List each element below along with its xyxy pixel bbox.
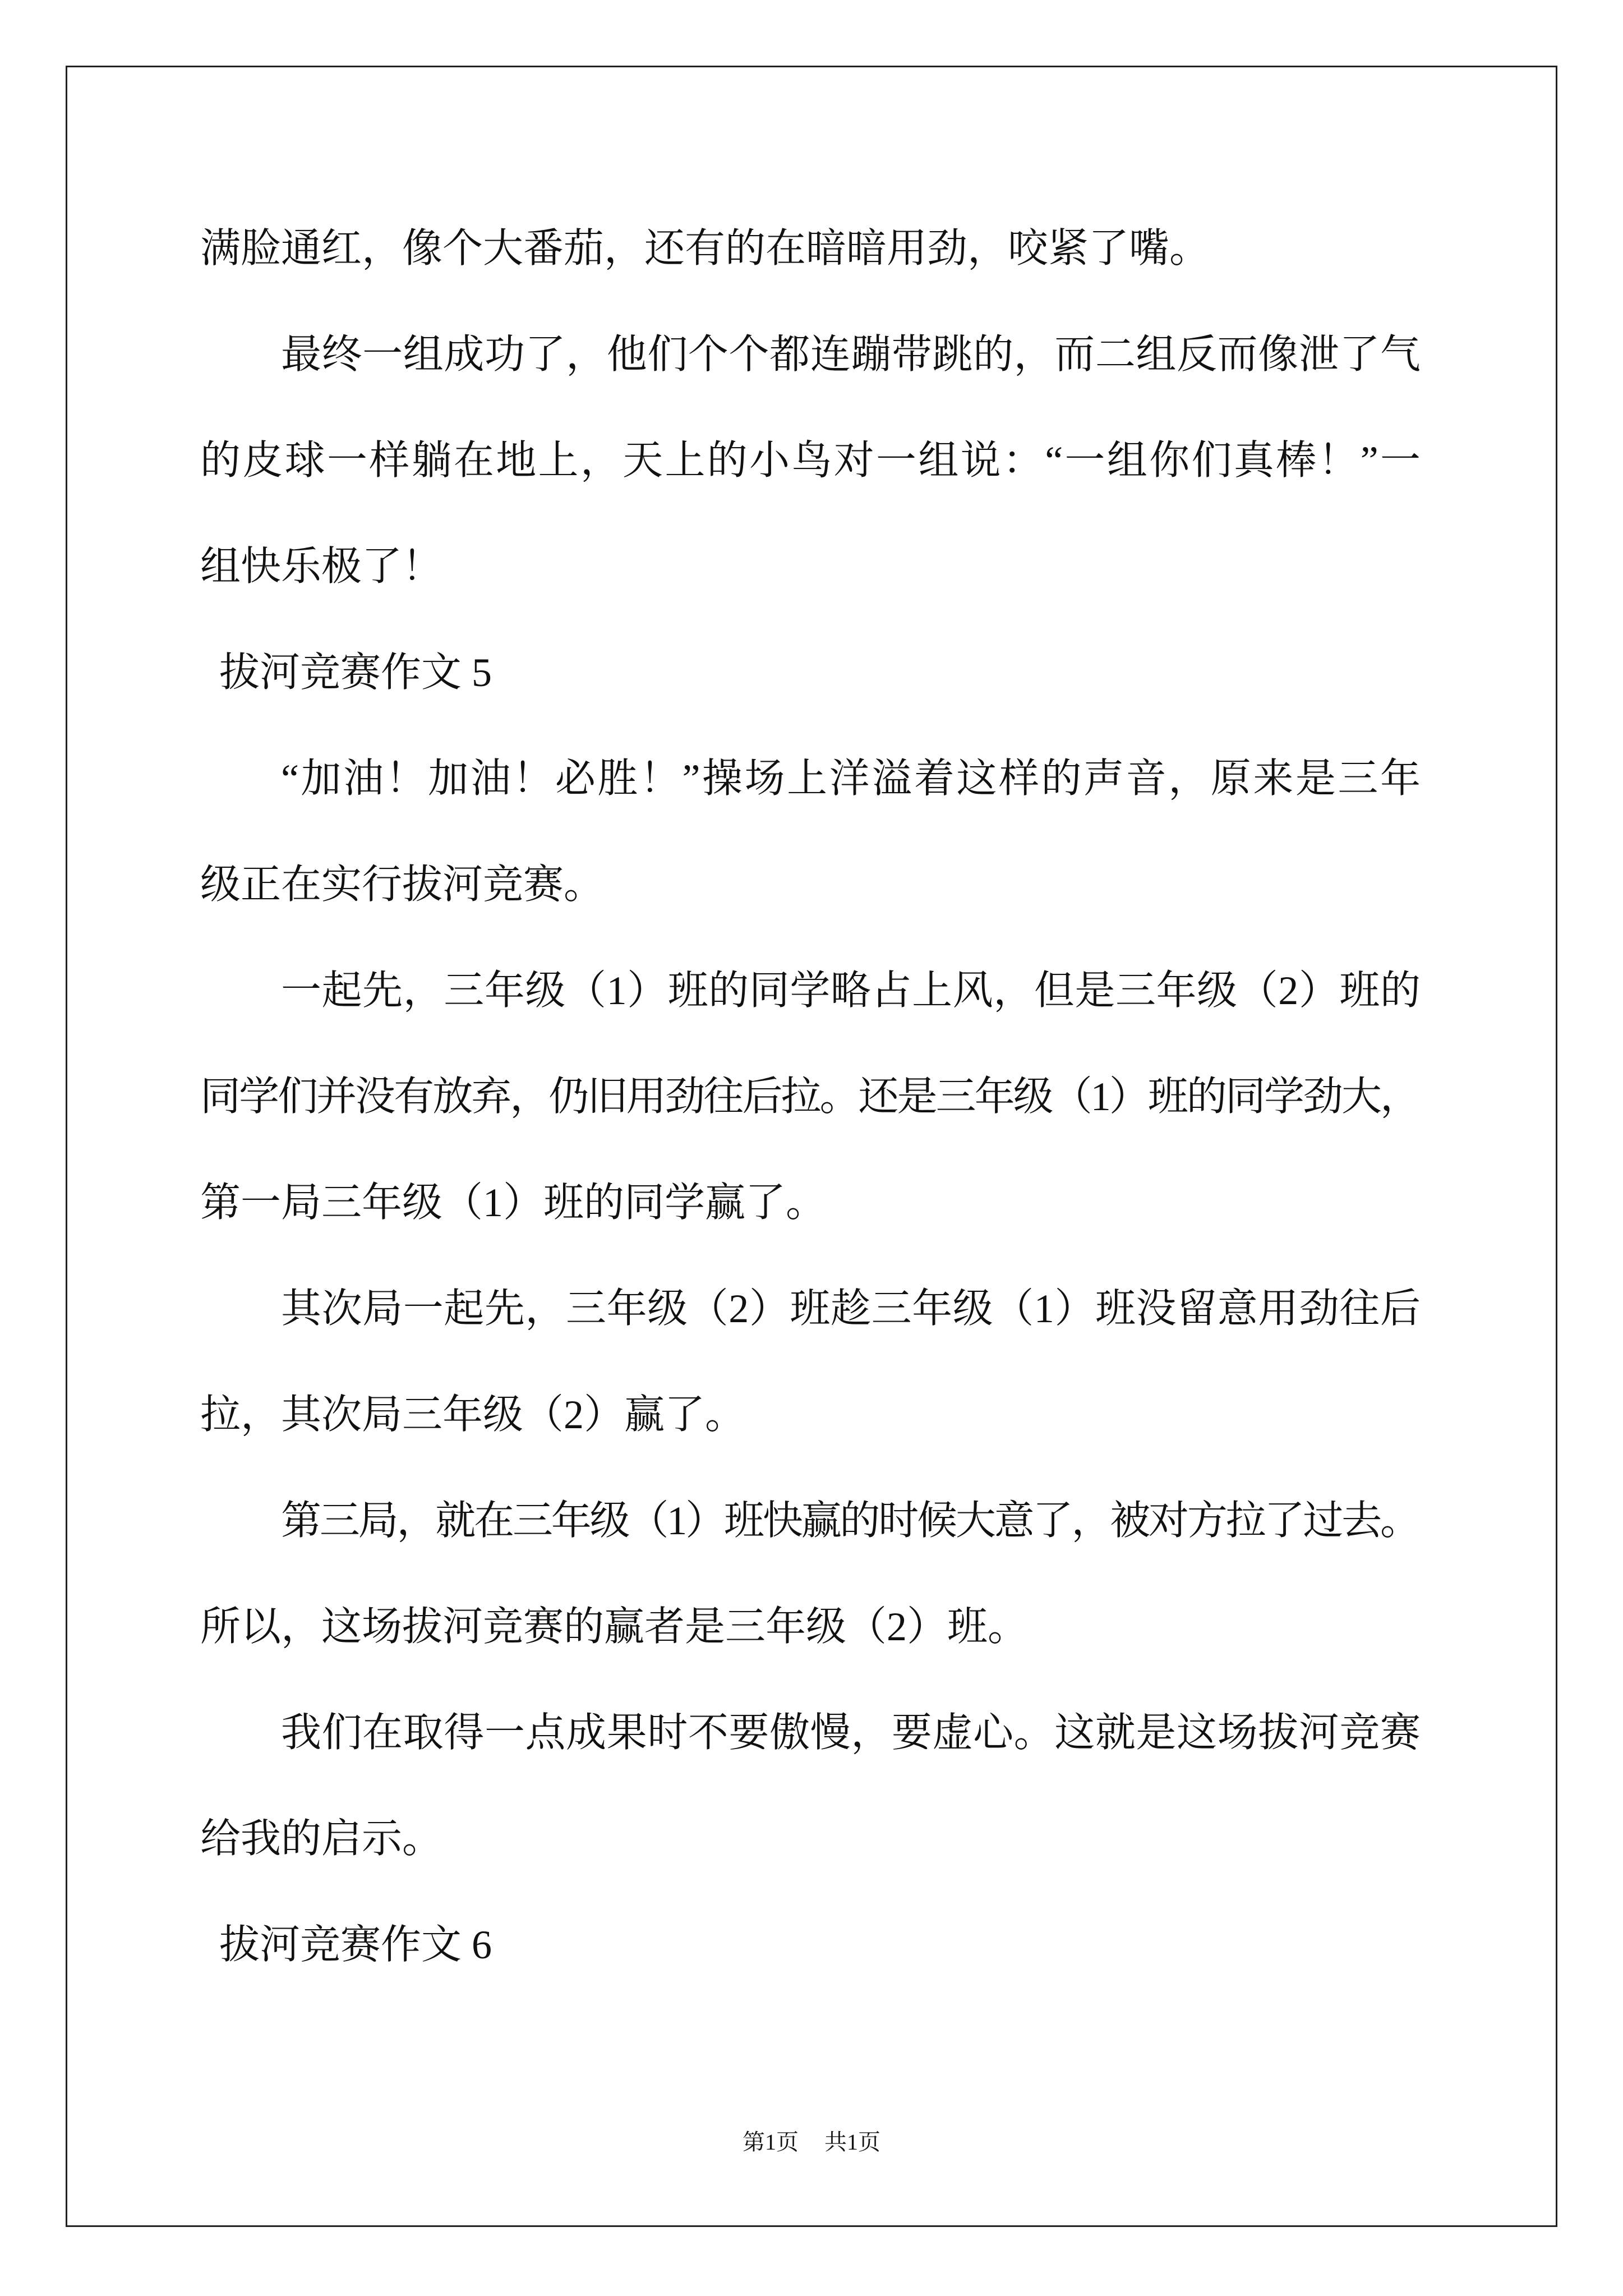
text-line: 满脸通红，像个大番茄，还有的在暗暗用劲，咬紧了嘴。 — [200, 226, 1210, 271]
paragraph — [200, 938, 1418, 1256]
paragraph — [200, 726, 1418, 938]
text-line: 第一局三年级（1）班的同学赢了。 — [200, 1180, 827, 1225]
page-number: 第1页 — [743, 2129, 799, 2155]
text-line: 第三局，就在三年级（1）班快赢的时候大意了，被对方拉了过去。 — [281, 1498, 1418, 1543]
text-line: 所以，这场拔河竞赛的赢者是三年级（2）班。 — [200, 1604, 1029, 1649]
section-heading: 拔河竞赛作文 6 — [219, 1922, 492, 1967]
paragraph — [200, 1680, 1418, 1892]
text-line: “加油！加油！必胜！”操场上洋溢着这样的声音，原来是三年 — [281, 756, 1418, 801]
text-line: 级正在实行拔河竞赛。 — [200, 862, 605, 907]
page-total: 共1页 — [824, 2129, 880, 2155]
text-line: 我们在取得一点成果时不要傲慢，要虚心。这就是这场拔河竞赛 — [281, 1710, 1418, 1755]
text-line: 拉，其次局三年级（2）赢了。 — [200, 1392, 746, 1437]
paragraph — [200, 196, 1418, 302]
text-line: 同学们并没有放弃，仍旧用劲往后拉。还是三年级（1）班的同学劲大， — [200, 1074, 1418, 1119]
page-footer — [0, 2127, 1623, 2157]
text-line: 的皮球一样躺在地上，天上的小鸟对一组说：“一组你们真棒！”一 — [200, 438, 1418, 483]
text-line: 最终一组成功了，他们个个都连蹦带跳的，而二组反而像泄了气 — [281, 332, 1418, 377]
text-line: 其次局一起先，三年级（2）班趁三年级（1）班没留意用劲往后 — [281, 1286, 1418, 1331]
paragraph — [200, 1256, 1418, 1468]
text-line: 一起先，三年级（1）班的同学略占上风，但是三年级（2）班的 — [281, 968, 1418, 1013]
document-body — [200, 196, 1418, 1998]
paragraph — [200, 302, 1418, 620]
text-line: 组快乐极了！ — [200, 544, 443, 589]
text-line: 给我的启示。 — [200, 1816, 443, 1861]
section-heading: 拔河竞赛作文 5 — [219, 650, 492, 695]
paragraph — [200, 1468, 1418, 1680]
